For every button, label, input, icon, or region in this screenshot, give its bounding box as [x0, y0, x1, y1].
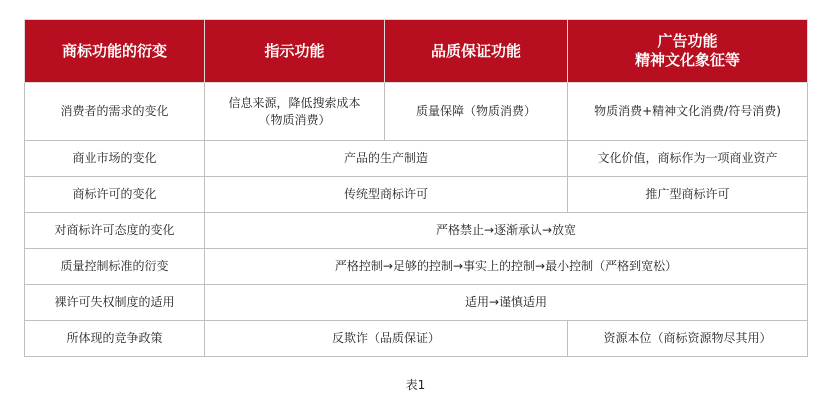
table-row	[25, 141, 808, 177]
cell-line: （物质消费）	[258, 112, 331, 127]
cell-indication-quality: 反欺诈（品质保证）	[205, 321, 568, 357]
table-row	[25, 321, 808, 357]
table-row	[25, 83, 808, 141]
header-advertising	[568, 20, 808, 83]
cell-spanning: 严格禁止→逐渐承认→放宽	[205, 213, 808, 249]
table-row	[25, 213, 808, 249]
header-advertising-line2: 精神文化象征等	[634, 51, 740, 69]
header-row	[25, 20, 808, 83]
row-label: 消费者的需求的变化	[25, 83, 205, 141]
row-label: 裸许可失权制度的适用	[25, 285, 205, 321]
cell-advertising: 文化价值，商标作为一项商业资产	[568, 141, 808, 177]
header-evolution: 商标功能的衍变	[25, 20, 205, 83]
cell-quality: 质量保障（物质消费）	[385, 83, 568, 141]
header-quality: 品质保证功能	[385, 20, 568, 83]
row-label: 所体现的竞争政策	[25, 321, 205, 357]
cell-advertising: 物质消费+精神文化消费/符号消费)	[568, 83, 808, 141]
cell-indication	[205, 83, 385, 141]
table-caption: 表1	[405, 378, 426, 392]
row-label: 质量控制标准的衍变	[25, 249, 205, 285]
cell-advertising: 推广型商标许可	[568, 177, 808, 213]
header-advertising-line1: 广告功能	[657, 32, 718, 50]
row-label: 商标许可的变化	[25, 177, 205, 213]
table-row	[25, 249, 808, 285]
header-indication: 指示功能	[205, 20, 385, 83]
cell-advertising: 资源本位（商标资源物尽其用）	[568, 321, 808, 357]
cell-indication-quality: 产品的生产制造	[205, 141, 568, 177]
cell-indication-quality: 传统型商标许可	[205, 177, 568, 213]
cell-line: 信息来源，降低搜索成本	[228, 95, 361, 110]
row-label: 对商标许可态度的变化	[25, 213, 205, 249]
row-label: 商业市场的变化	[25, 141, 205, 177]
table-row	[25, 177, 808, 213]
trademark-function-table	[24, 19, 808, 357]
table-row	[25, 285, 808, 321]
cell-spanning: 适用→谨慎适用	[205, 285, 808, 321]
cell-spanning: 严格控制→足够的控制→事实上的控制→最小控制（严格到宽松）	[205, 249, 808, 285]
